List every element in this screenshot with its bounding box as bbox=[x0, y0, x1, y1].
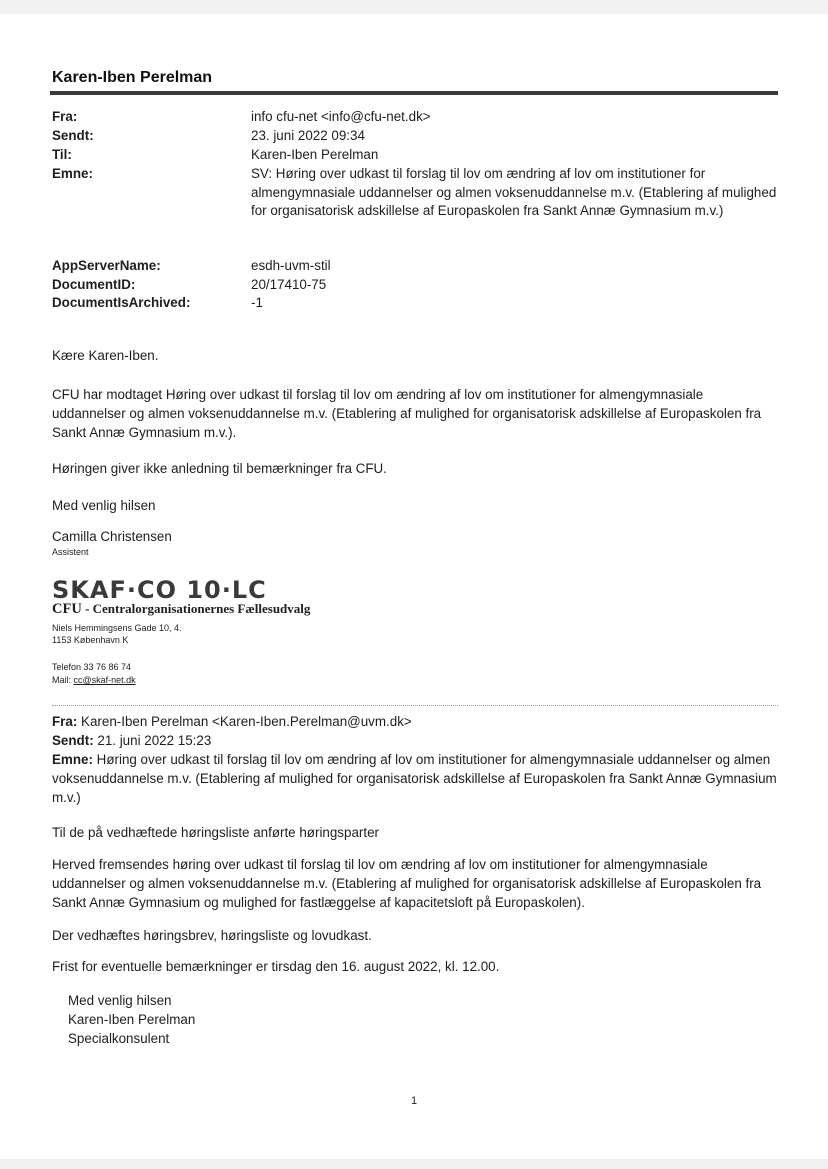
original-sent-label: Sendt: bbox=[52, 733, 94, 748]
original-paragraph-2: Herved fremsendes høring over udkast til forslag til lov om ændring af lov om institutioner for almengymnasiale uddannelser og almen voksenuddannelse m.v. (Etablering af mulighed for organisatorisk adskillelse af Europaskolen fra Sankt Annæ Gymnasium og mulighed for fastlæggelse af kapacitetsloft på Europaskolen). bbox=[52, 857, 762, 910]
reply-signer-name: Camilla Christensen bbox=[52, 529, 172, 544]
message-divider bbox=[52, 705, 778, 706]
subject-label: Emne: bbox=[52, 166, 93, 181]
sent-value: 23. juni 2022 09:34 bbox=[251, 128, 365, 143]
organisation-full: - Centralorganisationernes Fællesudvalg bbox=[81, 601, 311, 616]
from-value: info cfu-net <info@cfu-net.dk> bbox=[251, 109, 431, 124]
archived-label: DocumentIsArchived: bbox=[52, 295, 191, 310]
original-paragraph-4: Frist for eventuelle bemærkninger er tirsdag den 16. august 2022, kl. 12.00. bbox=[52, 959, 500, 974]
original-subject bbox=[52, 750, 778, 807]
original-sent bbox=[52, 731, 778, 750]
original-from-value: Karen-Iben Perelman <Karen-Iben.Perelman@uvm.dk> bbox=[77, 714, 412, 729]
original-paragraph-1: Til de på vedhæftede høringsliste anførte høringsparter bbox=[52, 825, 379, 840]
header-rule bbox=[50, 91, 778, 95]
organisation-short: CFU bbox=[52, 601, 82, 617]
reply-greeting: Kære Karen-Iben. bbox=[52, 348, 159, 363]
mail-line bbox=[52, 674, 136, 686]
email-metadata bbox=[52, 108, 778, 308]
page-number: 1 bbox=[411, 1095, 418, 1107]
reply-paragraph-1: CFU har modtaget Høring over udkast til forslag til lov om ændring af lov om institutioner for almengymnasiale uddannelser og almen voksenuddannelse m.v. (Etablering af mulighed for organisatorisk adskillelse af Europaskolen fra Sankt Annæ Gymnasium m.v.). bbox=[52, 387, 762, 440]
documentid-value: 20/17410-75 bbox=[251, 277, 327, 292]
original-subject-value: Høring over udkast til forslag til lov om ændring af lov om institutioner for almengymnasiale uddannelser og almen voksenuddannelse m.v. (Etablering af mulighed for organisatorisk adskillelse af Europaskolen fra Sankt Annæ Gymnasium m.v.) bbox=[52, 752, 777, 805]
original-signer-title: Specialkonsulent bbox=[68, 1031, 170, 1046]
sent-label: Sendt: bbox=[52, 128, 94, 143]
document-header-name: Karen-Iben Perelman bbox=[52, 69, 213, 86]
original-paragraph-3: Der vedhæftes høringsbrev, høringsliste og lovudkast. bbox=[52, 928, 372, 943]
appserver-value: esdh-uvm-stil bbox=[251, 258, 331, 273]
phone-line: Telefon 33 76 86 74 bbox=[52, 662, 132, 672]
original-from bbox=[52, 712, 778, 731]
skaf-co-lc-logo: SKAF·CO 10·LC bbox=[52, 576, 267, 604]
original-subject-label: Emne: bbox=[52, 752, 93, 767]
reply-paragraph-2: Høringen giver ikke anledning til bemærkninger fra CFU. bbox=[52, 461, 387, 476]
organisation-name bbox=[52, 601, 310, 618]
documentid-label: DocumentID: bbox=[52, 277, 136, 292]
subject-value: SV: Høring over udkast til forslag til lov om ændring af lov om institutioner for almengymnasiale uddannelser og almen voksenuddannelse m.v. (Etablering af mulighed for organisatorisk adskillelse af Europaskolen fra Sankt Annæ Gymnasium m.v.) bbox=[251, 166, 777, 218]
address-line-1: Niels Hemmingsens Gade 10, 4. bbox=[52, 623, 182, 633]
appserver-label: AppServerName: bbox=[52, 258, 161, 273]
mail-link[interactable]: cc@skaf-net.dk bbox=[73, 675, 136, 685]
reply-closing: Med venlig hilsen bbox=[52, 498, 156, 513]
to-value: Karen-Iben Perelman bbox=[251, 147, 379, 162]
original-from-label: Fra: bbox=[52, 714, 78, 729]
original-sent-value: 21. juni 2022 15:23 bbox=[93, 733, 212, 748]
mail-label: Mail: bbox=[52, 675, 74, 685]
reply-signer-title: Assistent bbox=[52, 547, 89, 557]
original-closing: Med venlig hilsen bbox=[68, 993, 172, 1008]
archived-value: -1 bbox=[251, 295, 263, 310]
scan-shadow bbox=[0, 1159, 828, 1169]
from-label: Fra: bbox=[52, 109, 78, 124]
to-label: Til: bbox=[52, 147, 72, 162]
original-signer-name: Karen-Iben Perelman bbox=[68, 1012, 196, 1027]
address-line-2: 1153 København K bbox=[52, 635, 129, 645]
